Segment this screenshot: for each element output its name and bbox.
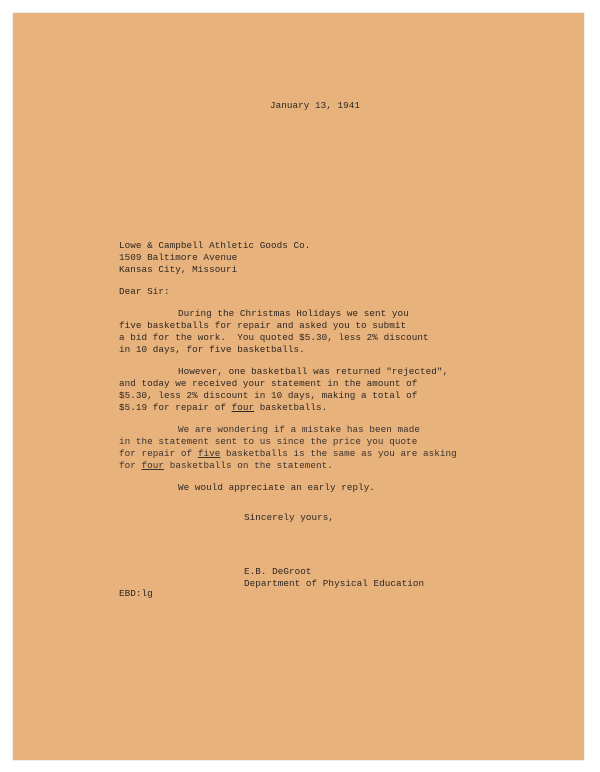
recipient-line-3: Kansas City, Missouri [119, 264, 238, 275]
paragraph-3-line-3-start: for repair of [119, 448, 198, 459]
paragraph-3-line-3-end: basketballs is the same as you are asking [220, 448, 457, 459]
underlined-word-five: five [197, 448, 221, 459]
paragraph-3-line-1: We are wondering if a mistake has been made [178, 424, 421, 435]
signature-name: E.B. DeGroot [244, 566, 312, 577]
signature-department: Department of Physical Education [244, 578, 425, 589]
paragraph-2-line-2: and today we received your statement in the amount of [119, 378, 418, 389]
paragraph-2-line-4-end: basketballs. [254, 402, 328, 413]
paragraph-3-line-2: in the statement sent to us since the price you quote [119, 436, 418, 447]
closing: Sincerely yours, [244, 512, 335, 523]
paragraph-1-line-3: a bid for the work. You quoted $5.30, less 2% discount [119, 332, 429, 343]
paragraph-3-line-4-start: for [119, 460, 142, 471]
underlined-word-four-2: four [141, 460, 165, 471]
paragraph-3-line-3 [119, 448, 457, 460]
paragraph-4: We would appreciate an early reply. [178, 482, 376, 493]
salutation: Dear Sir: [119, 286, 170, 297]
paragraph-2-line-4-start: $5.19 for repair of [119, 402, 232, 413]
paragraph-2-line-1: However, one basketball was returned "rejected", [178, 366, 449, 377]
paragraph-3-line-4 [119, 460, 333, 472]
paragraph-1-line-4: in 10 days, for five basketballs. [119, 344, 305, 355]
paragraph-1-line-1: During the Christmas Holidays we sent you [178, 308, 409, 319]
paragraph-2-line-4 [119, 402, 327, 414]
paragraph-2-line-3: $5.30, less 2% discount in 10 days, making a total of [119, 390, 418, 401]
recipient-line-2: 1509 Baltimore Avenue [119, 252, 238, 263]
paragraph-1-line-2: five basketballs for repair and asked you to submit [119, 320, 407, 331]
recipient-line-1: Lowe & Campbell Athletic Goods Co. [119, 240, 311, 251]
underlined-word-four: four [231, 402, 255, 413]
typist-initials: EBD:lg [119, 588, 153, 599]
letter-date: January 13, 1941 [270, 100, 361, 111]
paragraph-3-line-4-end: basketballs on the statement. [164, 460, 333, 471]
